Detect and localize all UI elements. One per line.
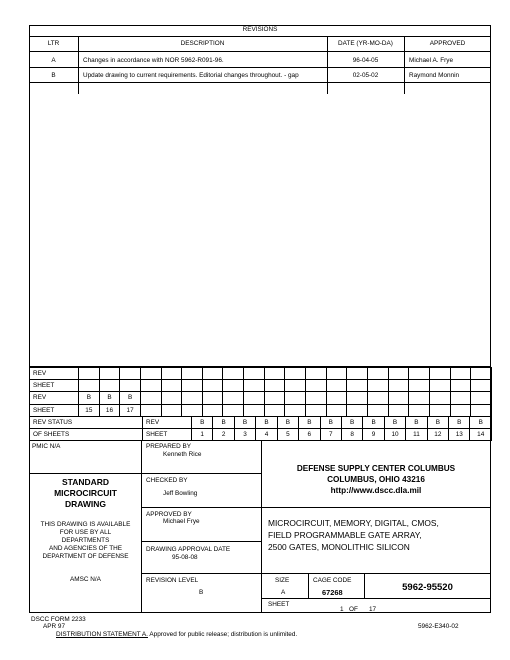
rev-grid-cell: [471, 392, 492, 404]
rev-grid-cell: [244, 404, 265, 416]
rev-grid-cell: [140, 404, 161, 416]
rev-row-approved: Michael A. Frye: [409, 57, 454, 64]
rev-grid-cell: [120, 380, 141, 392]
rev-grid-cell: [161, 404, 182, 416]
of-sheets-label: OF SHEETS: [30, 429, 143, 441]
revision-level-label: REVISION LEVEL: [146, 577, 199, 584]
agency-line-1: DEFENSE SUPPLY CENTER COLUMBUS: [296, 464, 456, 473]
rev-status-label: REV STATUS: [30, 417, 143, 429]
rev-grid-cell: [306, 368, 327, 380]
rev-status-cell: B: [341, 417, 362, 429]
rev-grid-cell: [471, 368, 492, 380]
rev-grid-cell: [388, 392, 409, 404]
sheet-number: 1: [340, 606, 344, 613]
rev-status-sheet-label: SHEET: [143, 429, 192, 441]
rev-grid-cell: [306, 404, 327, 416]
rev-grid-cell: [388, 404, 409, 416]
availability-line-1: THIS DRAWING IS AVAILABLE: [40, 521, 131, 528]
rev-grid-cell: [285, 368, 306, 380]
rev-status-cell: B: [320, 417, 341, 429]
rev-grid-label: REV: [30, 392, 79, 404]
sheet-of-label: OF: [349, 606, 358, 613]
rev-grid-cell: [367, 392, 388, 404]
sheet-number-cell: 10: [384, 429, 405, 441]
rev-grid-cell: [223, 392, 244, 404]
rev-grid-cell: [285, 380, 306, 392]
rev-grid-row: [30, 392, 492, 404]
form-date: APR 97: [43, 623, 66, 630]
sheet-number-cell: 6: [299, 429, 320, 441]
rev-sheet-grid: [29, 367, 492, 417]
title-line-1: MICROCIRCUIT, MEMORY, DIGITAL, CMOS,: [268, 518, 439, 528]
rev-grid-cell: [182, 380, 203, 392]
rev-status-rev-label: REV: [143, 417, 192, 429]
rev-grid-cell: [140, 392, 161, 404]
rev-grid-cell: [367, 380, 388, 392]
prepared-by-name: Kenneth Rice: [163, 451, 202, 458]
checked-by-name: Jeff Bowling: [163, 490, 198, 497]
sheet-number-cell: 3: [234, 429, 255, 441]
rev-grid-cell: [429, 392, 450, 404]
rev-grid-cell: [264, 368, 285, 380]
amsc-text: AMSC N/A: [70, 576, 101, 583]
rev-grid-cell: 15: [79, 404, 100, 416]
revision-level-value: B: [199, 589, 204, 596]
rev-grid-cell: [326, 392, 347, 404]
sheet-number-cell: 7: [320, 429, 341, 441]
rev-grid-cell: [450, 380, 471, 392]
rev-grid-cell: B: [120, 392, 141, 404]
rev-grid-cell: [326, 404, 347, 416]
rev-grid-cell: [326, 368, 347, 380]
rev-grid-cell: [347, 368, 368, 380]
sheet-number-cell: 11: [406, 429, 427, 441]
rev-grid-cell: [429, 380, 450, 392]
rev-grid-cell: B: [79, 392, 100, 404]
checked-by-label: CHECKED BY: [146, 477, 188, 484]
header-date: DATE (YR-MO-DA): [338, 40, 393, 47]
rev-status-cell: B: [234, 417, 255, 429]
rev-status-cell: B: [277, 417, 298, 429]
rev-grid-cell: [140, 380, 161, 392]
rev-grid-cell: [223, 368, 244, 380]
approval-date-label: DRAWING APPROVAL DATE: [146, 546, 231, 553]
rev-grid-cell: [471, 380, 492, 392]
header-approved: APPROVED: [429, 40, 466, 47]
rev-status-cell: B: [406, 417, 427, 429]
rev-grid-cell: [79, 368, 100, 380]
rev-grid-cell: [429, 368, 450, 380]
sheet-number-cell: 9: [363, 429, 384, 441]
rev-grid-cell: [182, 404, 203, 416]
availability-line-4: AND AGENCIES OF THE: [48, 545, 123, 552]
rev-grid-cell: [285, 392, 306, 404]
prepared-by-label: PREPARED BY: [146, 443, 191, 450]
sheet-label: SHEET: [268, 601, 290, 608]
rev-grid-label: SHEET: [30, 404, 79, 416]
rev-grid-cell: [429, 404, 450, 416]
rev-grid-cell: [161, 380, 182, 392]
rev-row-ltr: A: [51, 57, 56, 64]
agency-line-2: COLUMBUS, OHIO 43216: [327, 475, 425, 484]
form-code: 5962-E340-02: [418, 623, 459, 630]
rev-grid-cell: [79, 380, 100, 392]
rev-grid-cell: [306, 392, 327, 404]
rev-grid-cell: [409, 380, 430, 392]
approved-by-name: Michael Frye: [163, 518, 200, 525]
rev-grid-cell: 16: [99, 404, 120, 416]
rev-grid-cell: [409, 404, 430, 416]
rev-status-cell: B: [299, 417, 320, 429]
standard-line-2: MICROCIRCUIT: [54, 488, 117, 498]
sheet-number-cell: 14: [470, 429, 491, 441]
availability-line-2: FOR USE BY ALL: [59, 529, 112, 536]
rev-grid-row: [30, 368, 492, 380]
rev-grid-row: [30, 380, 492, 392]
rev-grid-cell: [223, 404, 244, 416]
rev-grid-cell: [326, 380, 347, 392]
rev-status-row: [30, 417, 492, 429]
rev-grid-cell: [244, 380, 265, 392]
rev-grid-cell: [450, 392, 471, 404]
rev-grid-cell: [244, 392, 265, 404]
size-label: SIZE: [275, 577, 290, 584]
rev-row-approved: Raymond Monnin: [409, 72, 460, 79]
rev-grid-cell: [140, 368, 161, 380]
rev-grid-cell: [450, 404, 471, 416]
rev-grid-cell: [409, 368, 430, 380]
sheet-number-cell: 1: [192, 429, 213, 441]
rev-grid-cell: [161, 368, 182, 380]
distribution-label: DISTRIBUTION STATEMENT A.: [56, 631, 148, 638]
rev-grid-cell: [347, 404, 368, 416]
approval-date-value: 95-08-08: [172, 554, 198, 561]
rev-grid-cell: B: [99, 392, 120, 404]
approved-by-label: APPROVED BY: [146, 511, 192, 518]
rev-grid-cell: [99, 380, 120, 392]
rev-grid-cell: [471, 404, 492, 416]
rev-grid-cell: [285, 404, 306, 416]
rev-grid-cell: [202, 380, 223, 392]
rev-status-cell: B: [192, 417, 213, 429]
cage-code-value: 67268: [322, 588, 343, 597]
rev-status-cell: B: [470, 417, 491, 429]
distribution-statement: [56, 632, 297, 638]
rev-row-description: Update drawing to current requirements. Editorial changes throughout. - gap: [83, 72, 299, 79]
rev-grid-cell: 17: [120, 404, 141, 416]
sheet-number-cell: 5: [277, 429, 298, 441]
rev-grid-cell: [202, 392, 223, 404]
rev-row-date: 96-04-05: [352, 57, 379, 64]
rev-grid-cell: [367, 368, 388, 380]
sheet-number-cell: 12: [427, 429, 448, 441]
cage-code-label: CAGE CODE: [313, 577, 352, 584]
rev-grid-cell: [264, 392, 285, 404]
sheet-number-cell: 13: [449, 429, 470, 441]
rev-grid-cell: [161, 392, 182, 404]
rev-grid-cell: [264, 380, 285, 392]
rev-grid-label: REV: [30, 368, 79, 380]
rev-grid-cell: [202, 404, 223, 416]
availability-line-3: DEPARTMENTS: [61, 537, 110, 544]
rev-status-cell: B: [449, 417, 470, 429]
rev-grid-cell: [202, 368, 223, 380]
sheet-number-cell: 2: [213, 429, 234, 441]
rev-grid-label: SHEET: [30, 380, 79, 392]
rev-grid-cell: [388, 380, 409, 392]
rev-grid-cell: [264, 404, 285, 416]
rev-grid-cell: [306, 380, 327, 392]
rev-status-cell: B: [363, 417, 384, 429]
rev-grid-cell: [367, 404, 388, 416]
rev-grid-cell: [182, 368, 203, 380]
rev-grid-cell: [182, 392, 203, 404]
rev-grid-cell: [347, 392, 368, 404]
sheet-number-cell: 8: [341, 429, 362, 441]
rev-row-date: 02-05-02: [352, 72, 379, 79]
rev-grid-cell: [347, 380, 368, 392]
standard-line-3: DRAWING: [64, 499, 107, 509]
agency-url: http://www.dscc.dla.mil: [330, 486, 422, 495]
rev-grid-cell: [120, 368, 141, 380]
title-line-2: FIELD PROGRAMMABLE GATE ARRAY,: [268, 530, 422, 540]
rev-grid-cell: [223, 380, 244, 392]
title-line-3: 2500 GATES, MONOLITHIC SILICON: [268, 542, 410, 552]
signatures-column: [141, 440, 262, 613]
rev-grid-cell: [244, 368, 265, 380]
size-value: A: [281, 589, 286, 596]
sheet-total: 17: [369, 606, 377, 613]
revisions-title: REVISIONS: [242, 26, 278, 33]
rev-status-cell: B: [384, 417, 405, 429]
header-ltr: LTR: [47, 40, 60, 47]
availability-line-5: DEPARTMENT OF DEFENSE: [42, 553, 129, 560]
sheet-number-cell: 4: [256, 429, 277, 441]
pmic-text: PMIC N/A: [32, 443, 61, 450]
distribution-text: Approved for public release; distribution is unlimited.: [147, 631, 298, 638]
rev-status-cell: B: [256, 417, 277, 429]
header-description: DESCRIPTION: [180, 40, 225, 47]
rev-status-cell: B: [427, 417, 448, 429]
standard-line-1: STANDARD: [61, 477, 110, 487]
rev-status-cell: B: [213, 417, 234, 429]
rev-row-description: Changes in accordance with NOR 5962-R091-96.: [83, 57, 224, 64]
rev-grid-cell: [388, 368, 409, 380]
form-number: DSCC FORM 2233: [31, 616, 86, 623]
rev-grid-cell: [409, 392, 430, 404]
rev-grid-cell: [99, 368, 120, 380]
drawing-number: 5962-95520: [402, 582, 453, 593]
rev-grid-cell: [450, 368, 471, 380]
rev-row-ltr: B: [51, 72, 56, 79]
rev-grid-row: [30, 404, 492, 416]
